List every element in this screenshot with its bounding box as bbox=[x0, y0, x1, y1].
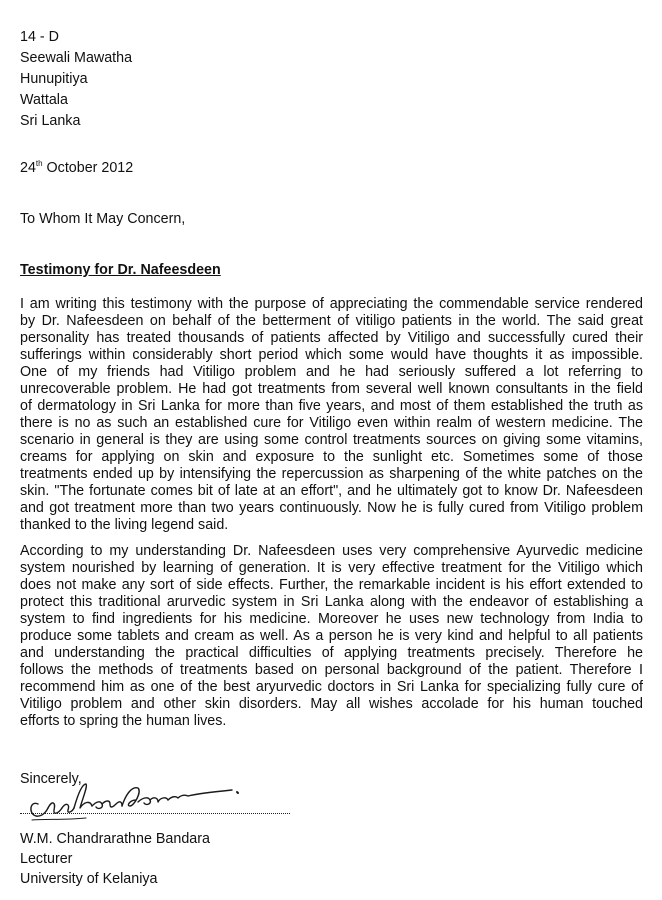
paragraph-line: and got treatment more than two years continuously. Now he is fully cured from Vitiligo problem bbox=[20, 500, 643, 516]
signature-line bbox=[20, 813, 290, 814]
letter-date bbox=[20, 160, 133, 177]
paragraph-line: unrecoverable problem. He had got treatments from several well known consultants in the field bbox=[20, 381, 643, 397]
address-line-3: Hunupitiya bbox=[20, 71, 88, 87]
date-suffix: th bbox=[35, 159, 43, 168]
paragraph-line: produce some tablets and cream as well. As a person he is very kind and helpful to all patients bbox=[20, 628, 643, 644]
address-line-4: Wattala bbox=[20, 92, 68, 108]
signatory-institution: University of Kelaniya bbox=[20, 871, 158, 887]
paragraph-line: creams for applying on skin and exposure to the sunlight etc. Sometimes some of those bbox=[20, 449, 643, 465]
paragraph-line: I am writing this testimony with the purpose of appreciating the commendable service rendered bbox=[20, 296, 643, 312]
paragraph-line: personality has treated thousands of patients affected by Vitiligo and successfully cured their bbox=[20, 330, 643, 346]
paragraph-line: does not make any sort of side effects. Further, the remarkable incident is his effort extended to bbox=[20, 577, 643, 593]
signatory-title: Lecturer bbox=[20, 851, 73, 867]
paragraph-line: by Dr. Nafeesdeen on behalf of the betterment of vitiligo patients in the world. The said great bbox=[20, 313, 643, 329]
closing: Sincerely, bbox=[20, 771, 82, 787]
paragraph-line: skin. "The fortunate comes bit of late at an effort", and he ultimately got to know Dr. Nafeesdeen bbox=[20, 483, 643, 499]
paragraph-line: sufferings within considerably short period which some would have thoughts it as impossible. bbox=[20, 347, 643, 363]
address-line-2: Seewali Mawatha bbox=[20, 50, 133, 66]
handwritten-signature bbox=[26, 770, 266, 828]
paragraph-line: One of my friends had Vitiligo problem and he had seriously suffered a lot referring to bbox=[20, 364, 643, 380]
salutation: To Whom It May Concern, bbox=[20, 211, 186, 227]
paragraph-line: there is no as such an established cure for Vitiligo even within realm of western medicine. The bbox=[20, 415, 643, 431]
testimony-heading: Testimony for Dr. Nafeesdeen bbox=[20, 262, 221, 278]
paragraph-line: follows the methods of treatments based on personal background of the patient. Therefore I bbox=[20, 662, 643, 678]
paragraph-line: Vitiligo problem and other skin disorders. May all wishes accolade for his human touched bbox=[20, 696, 643, 712]
paragraph-line: and understanding the practical difficulties of applying treatments precisely. Therefore he bbox=[20, 645, 643, 661]
paragraph-line: protect this traditional arurvedic system in Sri Lanka along with the endeavor of establishing a bbox=[20, 594, 643, 610]
paragraph-line: system to find ingredients for his medicine. Moreover he uses new technology from India to bbox=[20, 611, 643, 627]
signatory-name: W.M. Chandrarathne Bandara bbox=[20, 831, 210, 847]
paragraph-line: recommend him as one of the best aryurvedic doctors in Sri Lanka for specializing fully cure of bbox=[20, 679, 643, 695]
paragraph-line: efforts to spring the human lives. bbox=[20, 713, 227, 729]
paragraph-line: system nourished by learning of generation. It is very effective treatment for the Vitiligo which bbox=[20, 560, 643, 576]
paragraph-line: thanked to the living legend said. bbox=[20, 517, 229, 533]
address-line-5: Sri Lanka bbox=[20, 113, 81, 129]
address-line-1: 14 - D bbox=[20, 29, 59, 45]
paragraph-line: treatments ended up by intensifying the repercussion as sharpening of the white patches on the bbox=[20, 466, 643, 482]
paragraph-line: of dermatology in Sri Lanka for more than five years, and most of them established the truth as bbox=[20, 398, 643, 414]
date-month-year: October 2012 bbox=[42, 160, 134, 176]
date-day: 24 bbox=[20, 160, 36, 176]
paragraph-line: According to my understanding Dr. Nafeesdeen uses very comprehensive Ayurvedic medicine bbox=[20, 543, 643, 559]
paragraph-line: scenario in general is they are using some control treatments sources on giving some vitamins, bbox=[20, 432, 643, 448]
